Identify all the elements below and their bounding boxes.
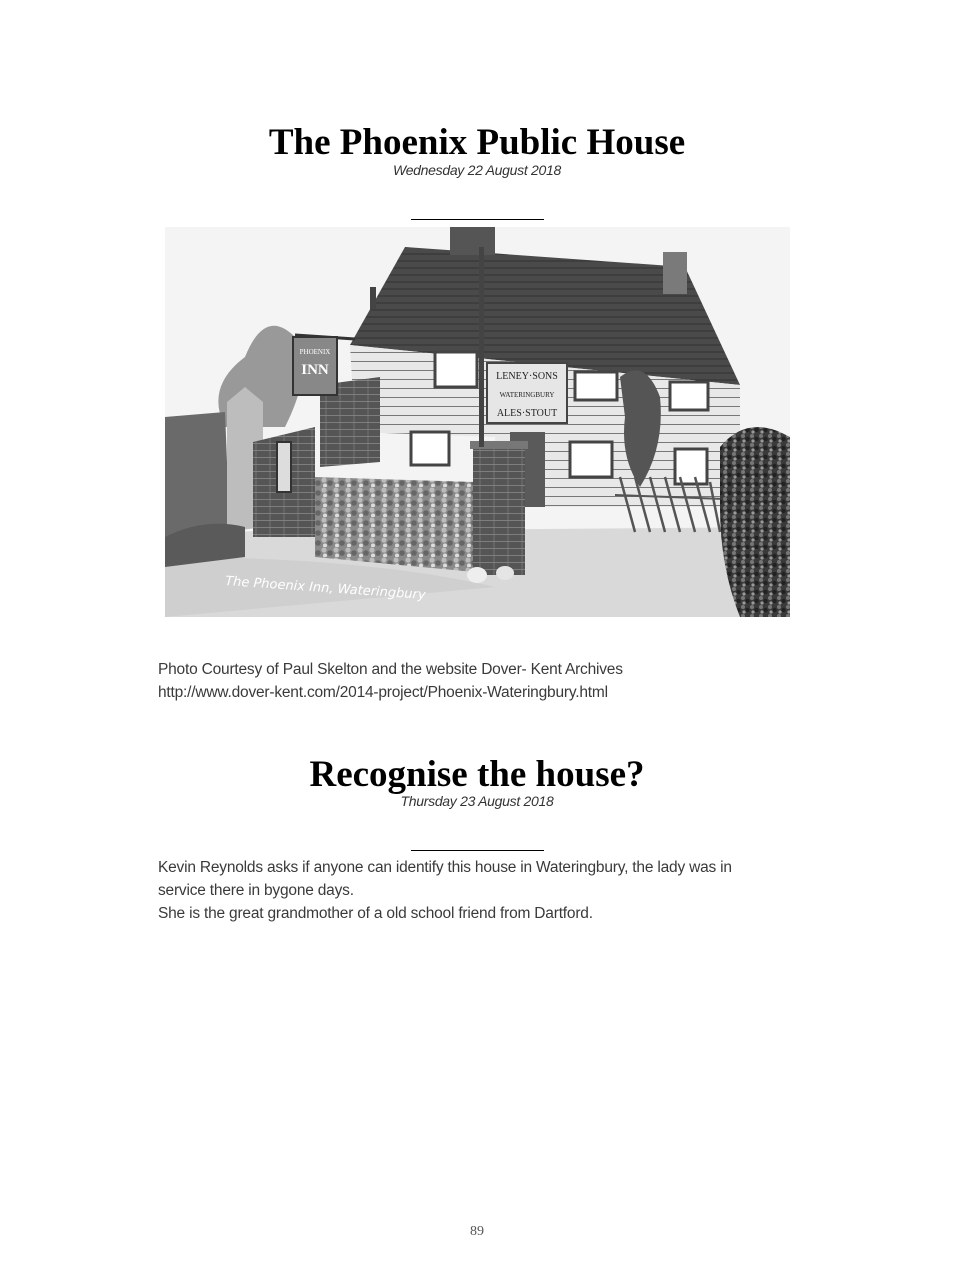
credit-line: Photo Courtesy of Paul Skelton and the website Dover- Kent Archives <box>158 661 623 678</box>
inn-sign-line1: PHOENIX <box>299 348 331 356</box>
post-date: Wednesday 22 August 2018 <box>393 162 561 178</box>
phoenix-inn-photo <box>165 227 790 617</box>
post-date: Thursday 23 August 2018 <box>400 793 554 809</box>
photo-credit <box>158 658 808 704</box>
brewer-sign-line1: LENEY·SONS <box>496 371 558 382</box>
divider <box>411 219 544 220</box>
post-title: The Phoenix Public House <box>268 122 686 163</box>
post-body <box>158 856 808 925</box>
credit-url[interactable]: http://www.dover-kent.com/2014-project/Phoenix-Wateringbury.html <box>158 684 608 701</box>
divider <box>411 850 544 851</box>
body-line: She is the great grandmother of a old school friend from Dartford. <box>158 905 593 922</box>
brewer-sign-line2: WATERINGBURY <box>499 391 555 399</box>
post-title: Recognise the house? <box>309 754 645 795</box>
body-line: Kevin Reynolds asks if anyone can identify this house in Wateringbury, the lady was in <box>158 859 732 876</box>
photo-handwritten-caption: The Phoenix Inn, Wateringbury <box>224 574 427 603</box>
brewer-sign-line3: ALES·STOUT <box>496 408 558 419</box>
inn-sign-line2: INN <box>301 362 329 378</box>
body-line: service there in bygone days. <box>158 882 354 899</box>
page-number: 89 <box>470 1224 484 1239</box>
